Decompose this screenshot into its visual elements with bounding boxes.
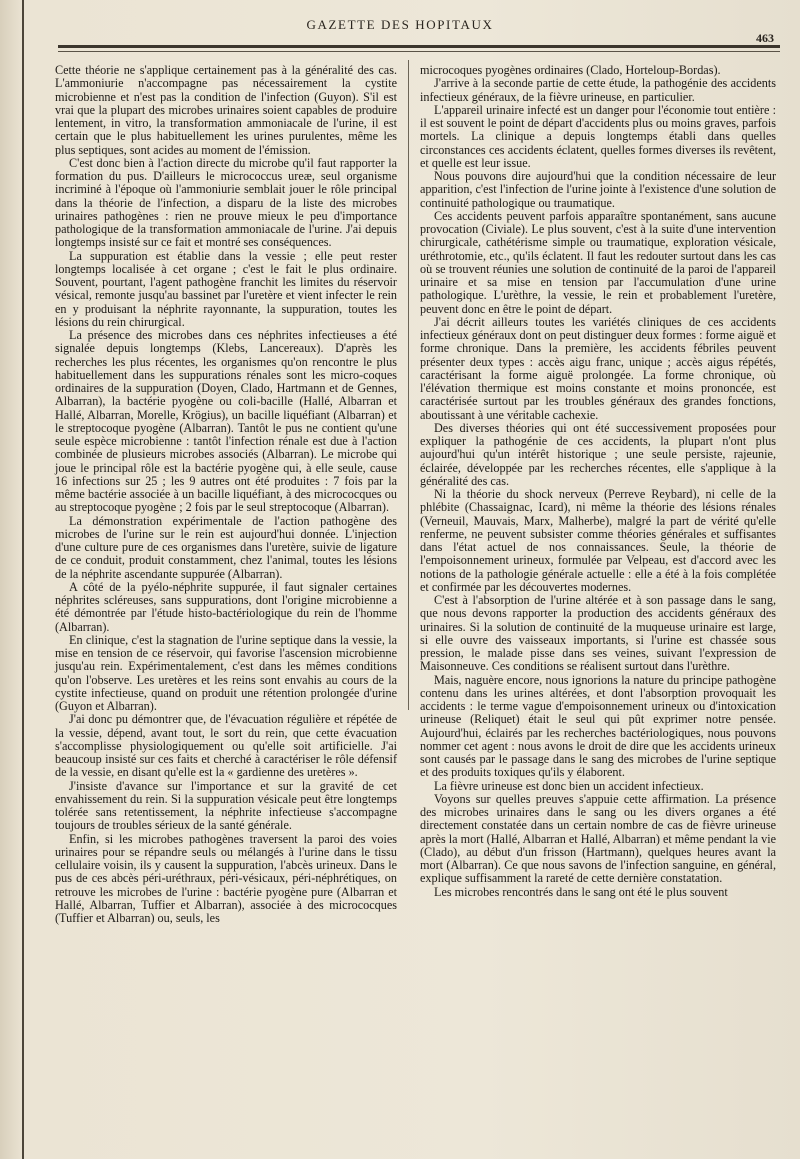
page-number: 463: [756, 31, 774, 45]
paragraph: J'ai décrit ailleurs toutes les variétés cliniques de ces accidents infectieux généraux dont on peut distinguer deux formes : forme aiguë et forme chronique. Dans la première, les accidents fébriles peuvent présenter deux types : accès aigu franc, unique ; accès aigus répétés, caractérisant la forme aiguë prolongée. La forme chronique, où l'élévation thermique est moins constante et moins prononcée, est caractérisée surtout par les troubles généraux des grandes fonctions, aboutissant à une véritable cachexie.: [420, 314, 776, 422]
paragraph: Les microbes rencontrés dans le sang ont été le plus souvent: [434, 884, 728, 899]
paragraph: Voyons sur quelles preuves s'appuie cette affirmation. La présence des microbes urinaires dans le sang ou les divers organes a été directement constatée dans un certain nombre de cas de fièvre urineuse après la mort (Hallé, Albarran et Hallé, Albarran) et même pendant la vie (Clado), au début d'un frisson (Hartmann), quelques heures avant la mort (Albarran). Ce que nous savons de l'infection sanguine, en général, explique suffisamment la rareté de cette dernière constatation.: [420, 791, 776, 886]
paragraph: J'ai donc pu démontrer que, de l'évacuation régulière et répétée de la vessie, dépend, avant tout, le sort du rein, que cette évacuation s'accomplisse physiologiquement ou qu'elle soit artificielle. J'ai beaucoup insisté sur ces faits et cherché à caractériser le rôle défensif de la vessie, en disant qu'elle est la « gardienne des uretères ».: [55, 712, 397, 780]
paragraph: Nous pouvons dire aujourd'hui que la condition nécessaire de leur apparition, c'est l'infection de l'urine jointe à l'existence d'une solution de continuité pathologique ou traumatique.: [420, 169, 776, 210]
paragraph: Ces accidents peuvent parfois apparaître spontanément, sans aucune provocation (Civiale). Le plus souvent, c'est à la suite d'une intervention chirurgicale, cathétérisme simple ou traumatique, exploration vésicale, uréthrotomie, etc., qu'ils éclatent. Il faut les redouter surtout dans les cas où se trouvent réunies une solution de continuité de la paroi de l'appareil urinaire et sa mise en tension par l'accumulation d'une urine pathologique. L'urèthre, la vessie, le rein et probablement l'uretère, peuvent donc en être le point de départ.: [420, 208, 776, 316]
binding-edge: [22, 0, 24, 1159]
running-header-title: GAZETTE DES HOPITAUX: [306, 17, 494, 32]
paragraph: Enfin, si les microbes pathogènes traversent la paroi des voies urinaires pour se répandre seuls ou mélangés à l'urine dans le tissu cellulaire voisin, ils y causent la suppuration, l'abcès urineux. Dans le pus de ces abcès péri-uréthraux, péri-vésicaux, péri-néphrétiques, on retrouve les microbes de l'urine : bactérie pyogène pure (Albarran et Hallé, Albarran, Tuffier et Albarran), associée à des micrococques (Tuffier et Albarran) ou, seuls, les: [55, 831, 397, 925]
paragraph: Mais, naguère encore, nous ignorions la nature du principe pathogène contenu dans les urines altérées, et dont l'absorption provoquait les accidents : le terme vague d'empoisonnement urineux ou d'intoxication urineuse (Reliquet) était le seul qui pût exprimer notre pensée. Aujourd'hui, éclairés par les recherches bactériologiques, nous pouvons nommer cet agent : nous avons le droit de dire que les accidents urineux sont causés par le passage dans le sang des microbes de l'urine septique et des produits toxiques qu'ils y élaborent.: [420, 672, 776, 780]
paragraph: La démonstration expérimentale de l'action pathogène des microbes de l'urine sur le rein est aujourd'hui donnée. L'injection d'une culture pure de ces organismes dans l'uretère, suivie de ligature de ce conduit, produit constamment, chez l'animal, toutes les lésions de la néphrite ascendante suppurée (Albarran).: [55, 513, 397, 581]
header-rule-thick: [58, 45, 780, 48]
paragraph: C'est donc bien à l'action directe du microbe qu'il faut rapporter la formation du pus. D'ailleurs le micrococcus ureæ, seul organisme incriminé à l'époque où l'ammoniurie semblait jouer le rôle principal dans la théorie de l'infection, a disparu de la liste des microbes urinaires pathogènes : rien ne prouve mieux le peu d'importance pathologique de la transformation ammoniacale de l'urine. J'ai depuis longtemps insisté sur ce fait et montré ses conséquences.: [55, 155, 397, 250]
paragraph: C'est à l'absorption de l'urine altérée et à son passage dans le sang, que nous devons rapporter la production des accidents généraux des urinaires. Si la solution de continuité de la muqueuse urinaire est large, si elle ouvre des vaisseaux importants, si l'urine est chassée sous pression, le malade pisse dans ses veines, suivant l'expression de Maisonneuve. Ces conditions se réalisent surtout dans l'urèthre.: [420, 593, 776, 674]
paragraph: La présence des microbes dans ces néphrites infectieuses a été signalée depuis longtemps (Klebs, Lancereaux). D'après les recherches les plus récentes, les organismes qu'on rencontre le plus habituellement dans les suppurations rénales sont les micro-coques ordinaires de la suppuration (Doyen, Clado, Hartmann et de Gennes, Albarran), la bactérie pyogène ou coli-bacille (Hallé, Albarran et Hallé, Albarran, Morelle, Krögius), un bacille liquéfiant (Albarran) et le streptocoque pyogène (Albarran). Tantôt le pus ne contient qu'une seule espèce microbienne : tantôt l'infection rénale est due à l'action combinée de plusieurs microbes associés (Albarran). Le microbe qui joue le principal rôle est la bactérie pyogène qui, à elle seule, cause 16 infections sur 25 ; les 9 autres ont été produites : 7 fois par la même bactérie associée à un bacille liquéfiant, à des micrococques ou au streptocoque pyogène ; 2 fois par le seul streptocoque (Albarran).: [55, 328, 397, 515]
paragraph: J'arrive à la seconde partie de cette étude, la pathogénie des accidents infectieux généraux, de la fièvre urineuse, en particulier.: [420, 76, 776, 104]
paragraph: microcoques pyogènes ordinaires (Clado, Horteloup-Bordas).: [420, 63, 721, 77]
paragraph: L'appareil urinaire infecté est un danger pour l'économie tout entière : il est souvent le point de départ d'accidents plus ou moins graves, parfois mortels. La clinique a depuis longtemps établi dans quelles circonstances ces accidents éclatent, quelles formes diverses ils revêtent, et quelle est leur issue.: [420, 102, 776, 170]
paragraph: En clinique, c'est la stagnation de l'urine septique dans la vessie, la mise en tension de ce réservoir, qui favorise l'ascension microbienne jusqu'au rein. Expérimentalement, c'est dans les mêmes conditions qu'on l'observe. Les uretères et les reins sont envahis au cours de la cystite infectieuse, quand on produit une rétention prolongée d'urine (Guyon et Albarran).: [55, 632, 397, 713]
paragraph: La fièvre urineuse est donc bien un accident infectieux.: [434, 778, 704, 793]
paragraph: Cette théorie ne s'applique certainement pas à la généralité des cas. L'ammoniurie n'accompagne pas nécessairement la cystite microbienne et n'est pas la condition de l'infection (Guyon). S'il est vrai que la plupart des microbes urinaires soient capables de produire lentement, in vitro, la transformation ammoniacale de l'urine, il est certain que le plus habituellement les urines purulentes, même les plus septiques, sont acides au moment de l'émission.: [55, 63, 397, 157]
paragraph: J'insiste d'avance sur l'importance et sur la gravité de cet envahissement du rein. Si la suppuration vésicale peut être longtemps tolérée sans retentissement, la néphrite infectieuse s'accompagne toujours de troubles sérieux de la santé générale.: [55, 778, 397, 833]
header-rule-thin: [58, 51, 780, 52]
column-divider: [408, 60, 409, 710]
paragraph: A côté de la pyélo-néphrite suppurée, il faut signaler certaines néphrites scléreuses, sans suppurations, dont l'origine microbienne a été démontrée par l'étude histo-bactériologique du rein de l'homme (Albarran).: [55, 579, 397, 634]
paragraph: Des diverses théories qui ont été successivement proposées pour expliquer la pathogénie de ces accidents, la plupart n'ont plus aujourd'hui qu'un intérêt historique ; une seule persiste, rajeunie, éclairée, développée par les recherches récentes, elle s'applique à la généralité des cas.: [420, 420, 776, 488]
paragraph: Ni la théorie du shock nerveux (Perreve Reybard), ni celle de la phlébite (Chassaignac, Icard), ni même la théorie des lésions rénales (Verneuil, Mauvais, Marx, Malherbe), malgré la part de vérité qu'elle renferme, ne peuvent subsister comme théories générales et suffisantes dans l'état actuel de nos connaissances. Seule, la théorie de l'empoisonnement urineux, formulée par Velpeau, est d'accord avec les notions de la pathologie générale actuelle : elle a été à la fois complétée et confirmée par les découvertes modernes.: [420, 487, 776, 594]
left-column: [55, 64, 397, 925]
paragraph: La suppuration est établie dans la vessie ; elle peut rester longtemps localisée à cet organe ; c'est le fait le plus ordinaire. Souvent, pourtant, l'agent pathogène franchit les limites du réservoir vésical, remonte jusqu'au bassinet par l'uretère et vient infecter le rein en y produisant la néphrite rayonnante, la suppuration, toutes les lésions du rein chirurgical.: [55, 248, 397, 329]
right-column: [420, 64, 776, 899]
